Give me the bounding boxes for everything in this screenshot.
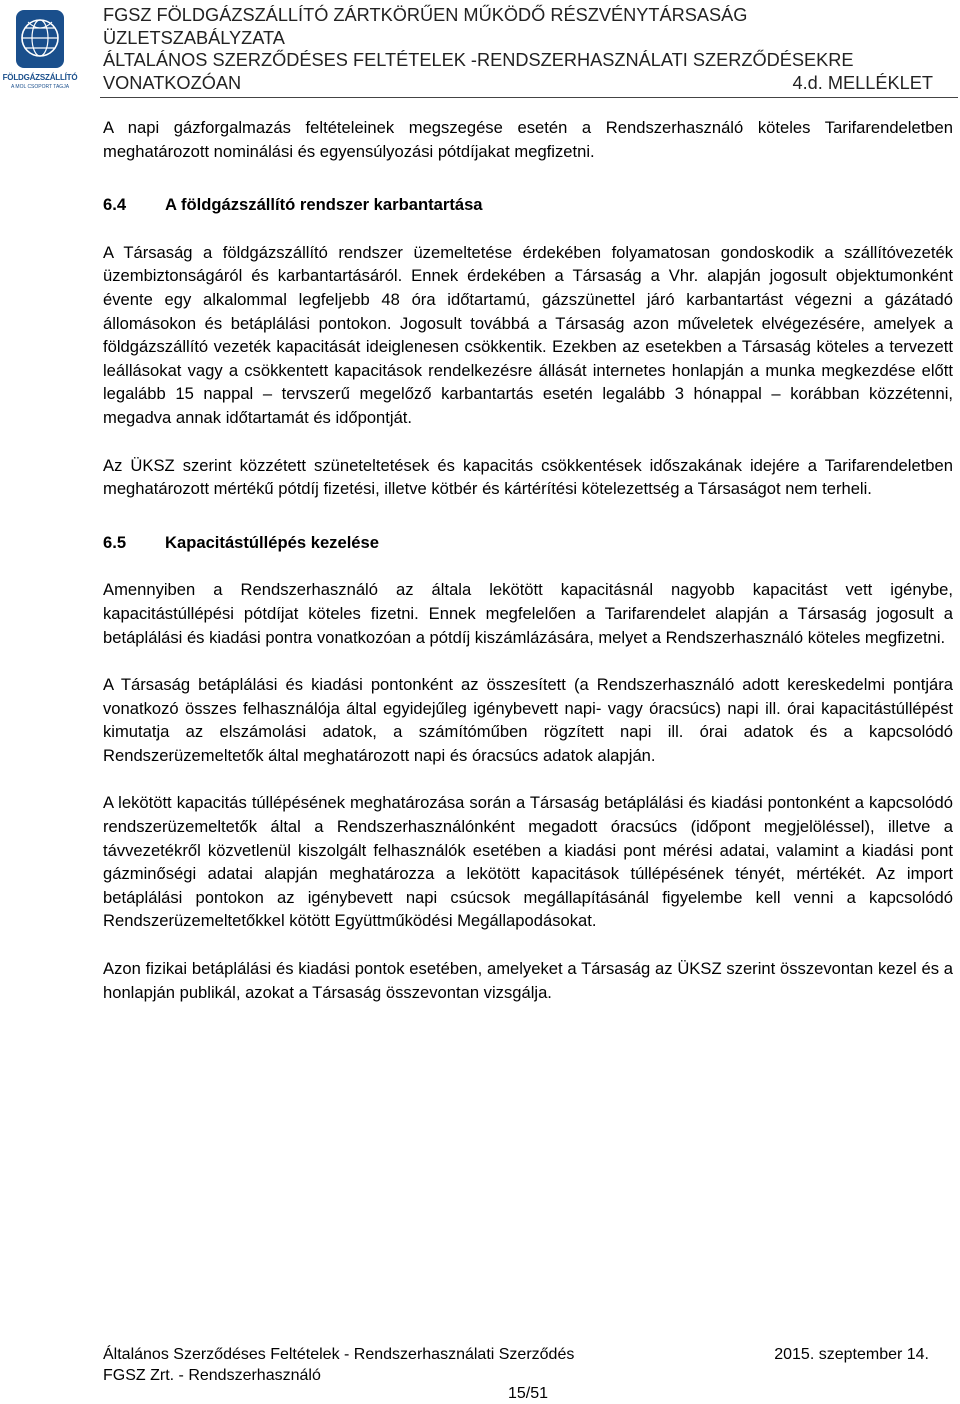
section-title: Kapacitástúllépés kezelése: [165, 532, 379, 552]
globe-logo-icon: [0, 8, 80, 72]
page-number: 15/51: [507, 1385, 549, 1402]
paragraph: Az ÜKSZ szerint közzétett szüneteltetések és kapacitás csökkentések időszakának idejére a Tarifarendeletben meghatározott mértékű pótdíj fizetési, illetve kötbér és kártérítési kötelezettség a Társaságot nem terheli.: [103, 455, 953, 499]
header-section-title: ÁLTALÁNOS SZERZŐDÉSES FELTÉTELEK -RENDSZERHASZNÁLATI SZERZŐDÉSEKRE: [103, 50, 854, 70]
header-document-name: ÜZLETSZABÁLYZATA: [103, 27, 285, 48]
header-last-line: [103, 72, 933, 95]
section-heading-6-5: [103, 531, 953, 555]
page-footer: [103, 1344, 933, 1386]
header-annex-label: 4.d. MELLÉKLET: [792, 72, 933, 93]
document-body: [103, 116, 953, 1028]
header-section-title-end: VONATKOZÓAN: [103, 72, 242, 93]
paragraph: A Társaság betáplálási és kiadási pontonként az összesített (a Rendszerhasználó adott kereskedelmi pontjára vonatkozó összes felhasználója által egyidejűleg igénybevett napi- vagy óracsúcs) napi ill. órai kapacitástúllépést kimutatja az elszámolási adatok, a számítóműben rögzített napi ill. órai adatok és a kapcsolódó Rendszerüzemeltetők által meghatározott napi és óracsúcs adatok alapján.: [103, 675, 953, 765]
section-number: 6.5: [103, 532, 127, 552]
page-header: [103, 4, 933, 94]
paragraph: A Társaság a földgázszállító rendszer üzemeltetése érdekében folyamatosan gondoskodik a szállítóvezeték üzembiztonságáról és karbantartásáról. Ennek érdekében a Társaság a Vhr. alapján jogosult objektumonként évente egy alkalommal legfeljebb 48 óra időtartamú, gázszünettel járó karbantartást végezni a gázátadó állomásokon és betáplálási pontokon. Jogosult továbbá a Társaság azon műveletek elvégezésére, amelyek a földgázszállító vezeték kapacitását ideiglenesen csökkentik. Ezekben az esetekben a Társaság köteles a tervezett leállásokat vagy a csökkentett kapacitások rendelkezésre állását internetes honlapján a munka megkezdése előtt legalább 15 nappal – tervszerű megelőző karbantartás esetén legalább 3 hónappal – korábban közzétenni, megadva annak időtartamát és időpontját.: [103, 242, 953, 427]
footer-date: 2015. szeptember 14.: [774, 1346, 929, 1363]
footer-document-title: Általános Szerződéses Feltételek - Rendszerhasználati Szerződés: [103, 1346, 575, 1363]
footer-row: [103, 1344, 933, 1365]
section-title: A földgázszállító rendszer karbantartása: [165, 195, 483, 215]
logo-name: FÖLDGÁZSZÁLLÍTÓ: [2, 73, 78, 82]
section-number: 6.4: [103, 195, 127, 215]
paragraph: Azon fizikai betáplálási és kiadási pontok esetében, amelyeket a Társaság az ÜKSZ szerint összevontan kezel és a honlapján publikál, azokat a Társaság összevontan vizsgálja.: [103, 959, 953, 1002]
header-divider: [100, 97, 958, 98]
paragraph: A napi gázforgalmazás feltételeinek megszegése esetén a Rendszerhasználó köteles Tarifarendeletben meghatározott nominálási és egyensúlyozási pótdíjakat megfizetni.: [103, 118, 953, 161]
paragraph: Amennyiben a Rendszerhasználó az általa lekötött kapacitásnál nagyobb kapacitást vett igénybe, kapacitástúllépési pótdíjat köteles fizetni. Ennek megfelelően a Tarifarendelet alapján a Társaság jogosult a betáplálási és kiadási pontra vonatkozóan a pótdíj kiszámlázására, melyet a Rendszerhasználó köteles megfizetni.: [103, 580, 953, 647]
paragraph: A lekötött kapacitás túllépésének meghatározása során a Társaság betáplálási és kiadási pontonként a kapcsolódó rendszerüzemeltetők által a Rendszerhasználónként megadott óracsúcs (időpont megjelöléssel), illetve a távvezetékről közvetlenül kiszolgált felhasználók esetében a kiadási pont mérési adatai, valamint a kiadási pont gázminőségi adatai alapján meghatározza a lekötött kapacitások túllépésének tényét, mértékét. Az import betáplálási pontokon az igénybevett napi csúcsok megállapításánál figyelembe kell venni a kapcsolódó Rendszerüzemeltetőkkel kötött Együttműködési Megállapodásokat.: [103, 793, 953, 931]
company-logo: [0, 8, 80, 93]
header-company-name: FGSZ FÖLDGÁZSZÁLLÍTÓ ZÁRTKÖRŰEN MŰKÖDŐ RÉSZVÉNYTÁRSASÁG: [103, 5, 748, 25]
logo-subtitle: A MOL CSOPORT TAGJA: [10, 84, 70, 90]
section-heading-6-4: [103, 193, 953, 217]
footer-company: FGSZ Zrt. - Rendszerhasználó: [103, 1367, 321, 1384]
